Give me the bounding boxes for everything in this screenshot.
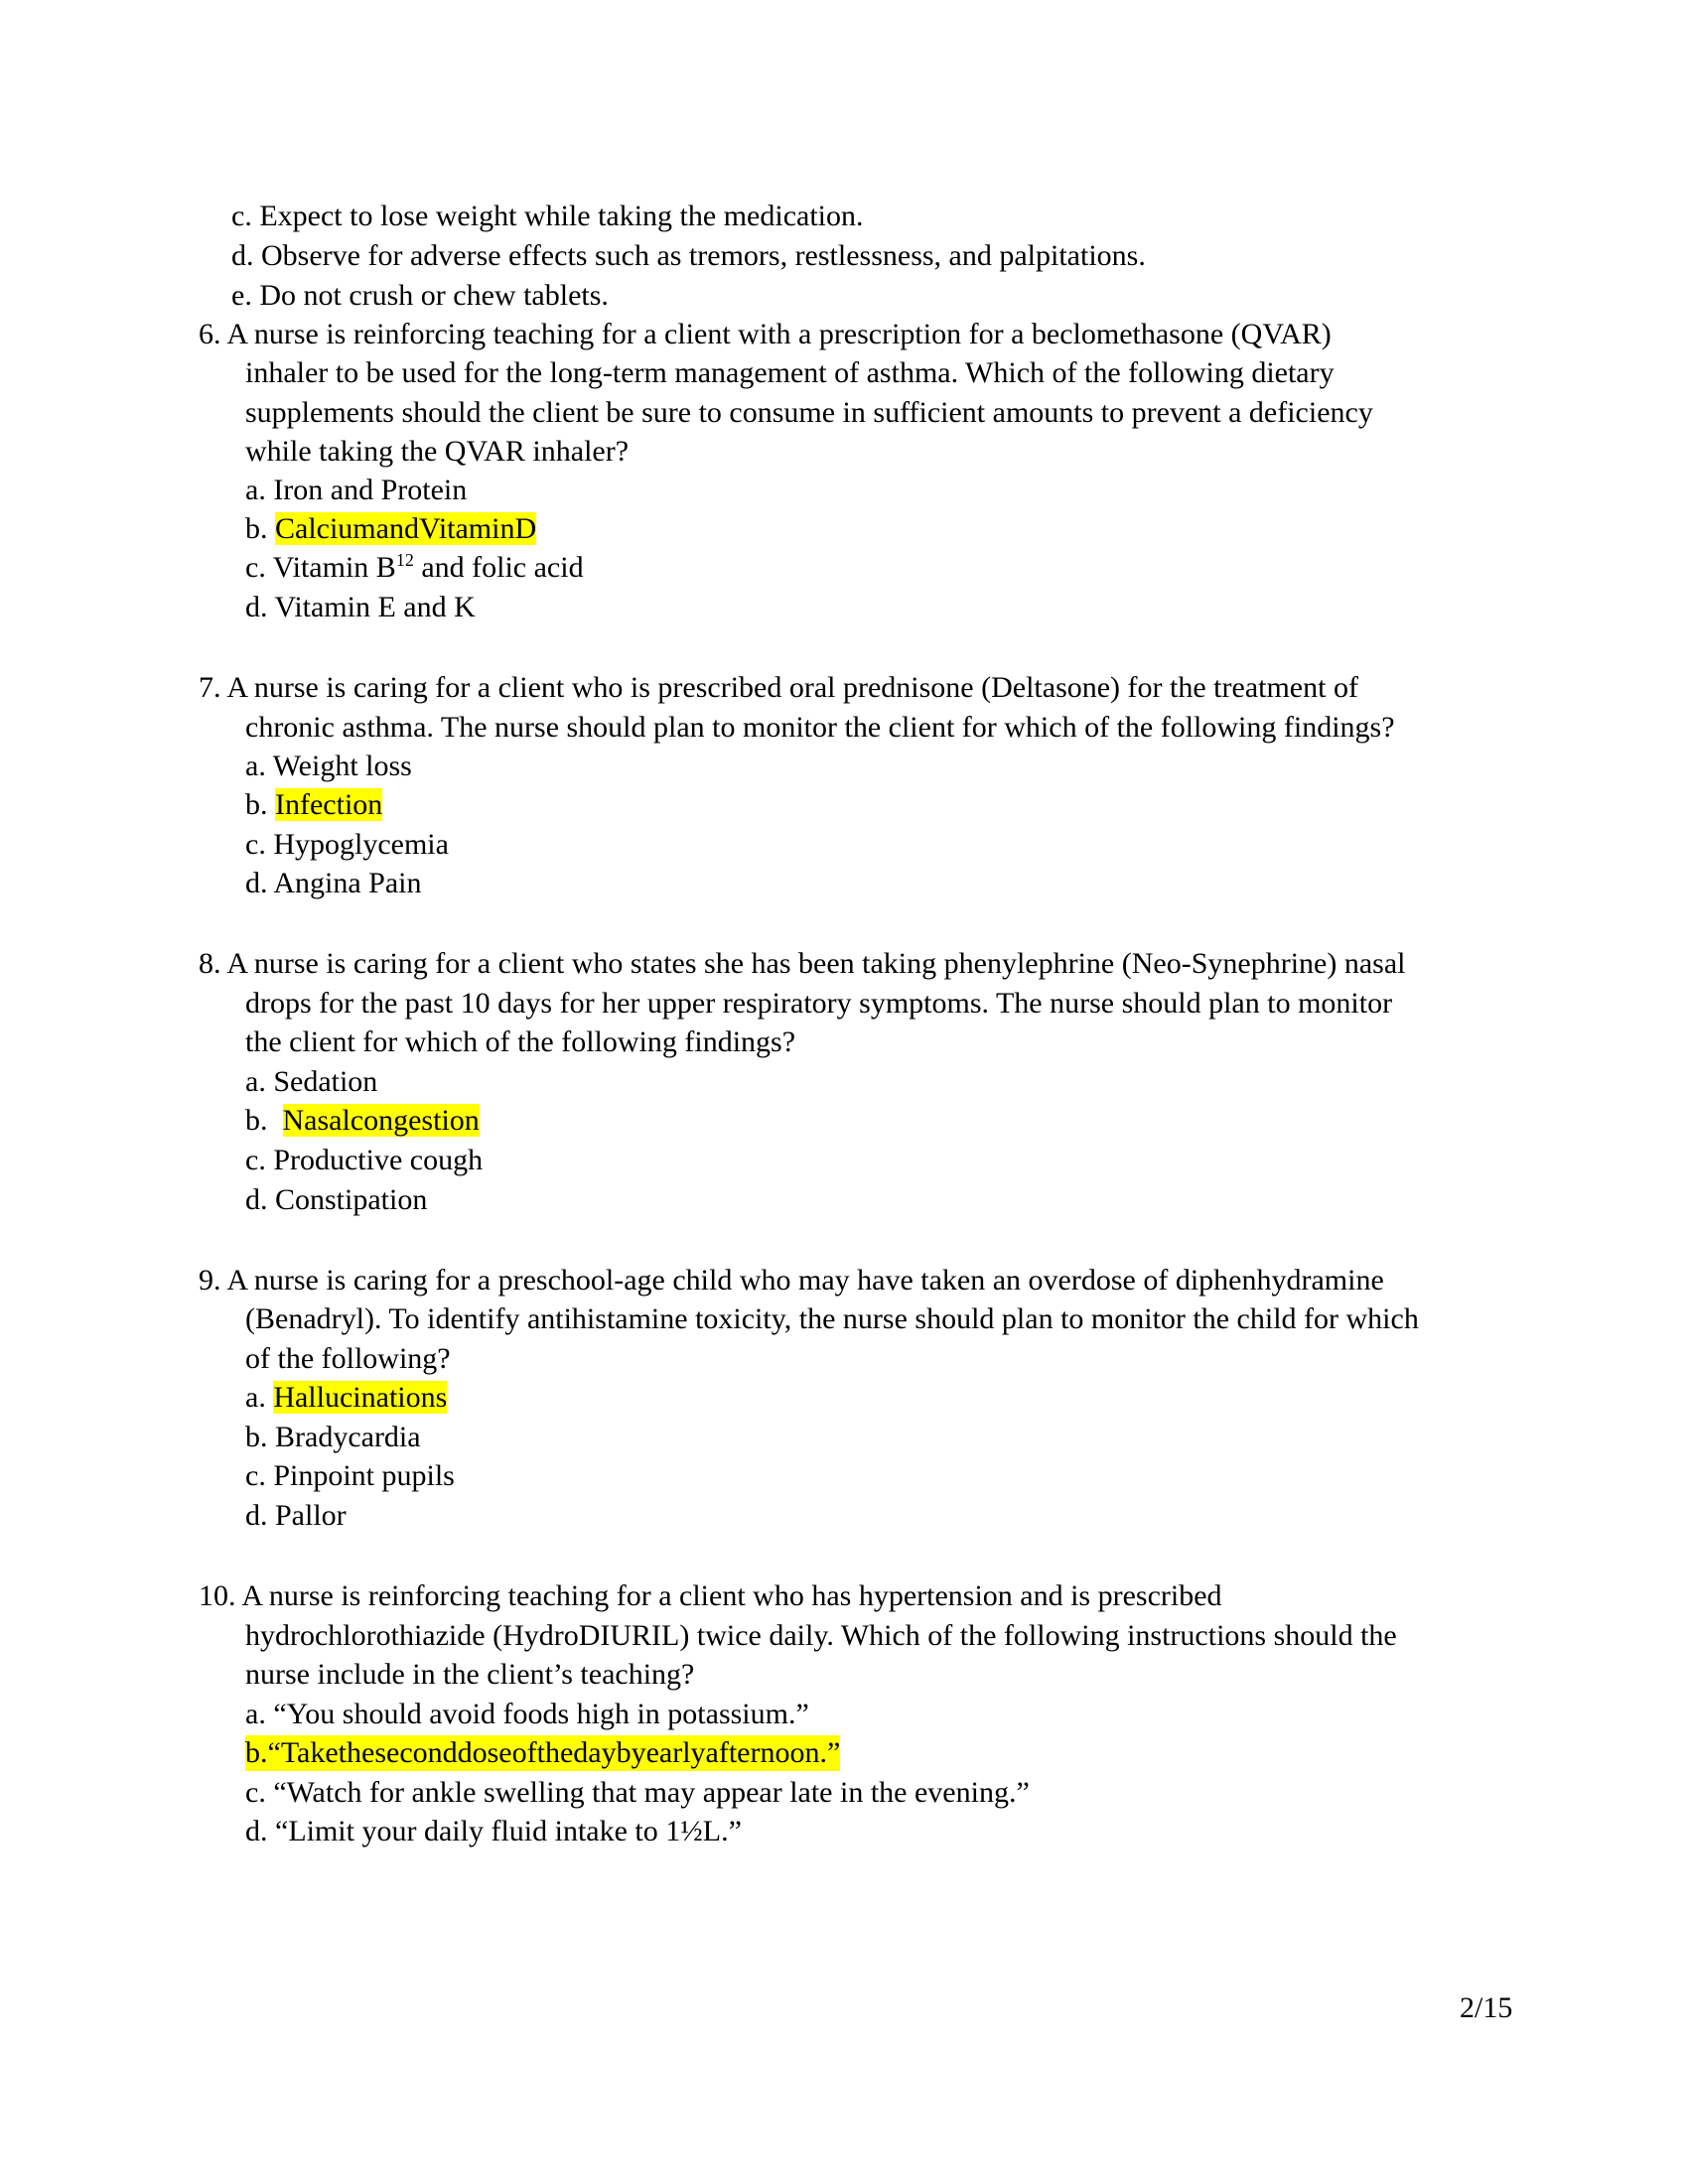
q10-option-d: d. “Limit your daily fluid intake to 1½L.” [245, 1815, 742, 1847]
highlighted-answer: CalciumandVitaminD [275, 512, 537, 545]
q7-option-a: a. Weight loss [245, 750, 412, 782]
option-letter: b. [245, 1104, 283, 1137]
q9-option-c: c. Pinpoint pupils [245, 1459, 455, 1492]
q6-stem-line-3: supplements should the client be sure to consume in sufficient amounts to prevent a deficiency [245, 396, 1373, 429]
q9-option-a [245, 1380, 447, 1416]
page-number: 2/15 [1460, 1991, 1513, 2024]
q7-option-c: c. Hypoglycemia [245, 828, 449, 861]
q8-option-a: a. Sedation [245, 1065, 378, 1098]
q8-stem-line-1: 8. A nurse is caring for a client who states she has been taking phenylephrine (Neo-Synephrine) nasal [199, 947, 1406, 980]
q8-stem-line-2: drops for the past 10 days for her upper respiratory symptoms. The nurse should plan to monitor [245, 987, 1393, 1020]
option-letter: b. [245, 512, 275, 545]
option-text: and folic acid [413, 551, 584, 584]
option-text: c. Vitamin B [245, 551, 396, 584]
q6-option-a: a. Iron and Protein [245, 474, 468, 506]
q8-stem-line-3: the client for which of the following findings? [245, 1025, 796, 1058]
q5-option-d: d. Observe for adverse effects such as tremors, restlessness, and palpitations. [231, 239, 1146, 272]
q6-option-d: d. Vitamin E and K [245, 591, 476, 623]
q6-stem-line-2: inhaler to be used for the long-term management of asthma. Which of the following dietary [245, 356, 1335, 389]
q8-option-c: c. Productive cough [245, 1144, 484, 1176]
q6-option-c [245, 550, 584, 586]
q7-stem-line-2: chronic asthma. The nurse should plan to monitor the client for which of the following findings? [245, 711, 1395, 744]
q7-stem-line-1: 7. A nurse is caring for a client who is prescribed oral prednisone (Deltasone) for the treatment of [199, 671, 1358, 704]
option-letter: a. [245, 1381, 274, 1414]
q9-stem-line-1: 9. A nurse is caring for a preschool-age child who may have taken an overdose of diphenhydramine [199, 1264, 1384, 1297]
q8-option-d: d. Constipation [245, 1183, 428, 1216]
q10-option-a: a. “You should avoid foods high in potassium.” [245, 1698, 809, 1730]
q7-option-b [245, 787, 382, 823]
q5-option-c: c. Expect to lose weight while taking the medication. [231, 200, 864, 232]
highlighted-answer: Infection [275, 788, 383, 821]
q10-stem-line-2: hydrochlorothiazide (HydroDIURIL) twice daily. Which of the following instructions should the [245, 1619, 1397, 1652]
q10-stem-line-3: nurse include in the client’s teaching? [245, 1658, 695, 1691]
q9-stem-line-2: (Benadryl). To identify antihistamine toxicity, the nurse should plan to monitor the child for which [245, 1302, 1419, 1335]
q9-option-b: b. Bradycardia [245, 1421, 421, 1453]
q9-option-d: d. Pallor [245, 1499, 347, 1532]
q10-stem-line-1: 10. A nurse is reinforcing teaching for a client who has hypertension and is prescribed [199, 1579, 1222, 1612]
q10-option-c: c. “Watch for ankle swelling that may appear late in the evening.” [245, 1776, 1030, 1809]
highlighted-answer: Nasalcongestion [282, 1104, 480, 1137]
superscript: 12 [395, 550, 414, 570]
option-letter: b. [245, 788, 275, 821]
q10-option-b: b.“Taketheseconddoseofthedaybyearlyafternoon.” [245, 1736, 841, 1769]
q6-option-b [245, 511, 536, 547]
q9-stem-line-3: of the following? [245, 1342, 451, 1375]
q8-option-b [245, 1103, 480, 1139]
q6-stem-line-1: 6. A nurse is reinforcing teaching for a client with a prescription for a beclomethasone (QVAR) [199, 318, 1332, 350]
q7-option-d: d. Angina Pain [245, 867, 422, 899]
q6-stem-line-4: while taking the QVAR inhaler? [245, 435, 630, 468]
q5-option-e: e. Do not crush or chew tablets. [231, 279, 609, 312]
highlighted-answer: Hallucinations [273, 1381, 448, 1414]
